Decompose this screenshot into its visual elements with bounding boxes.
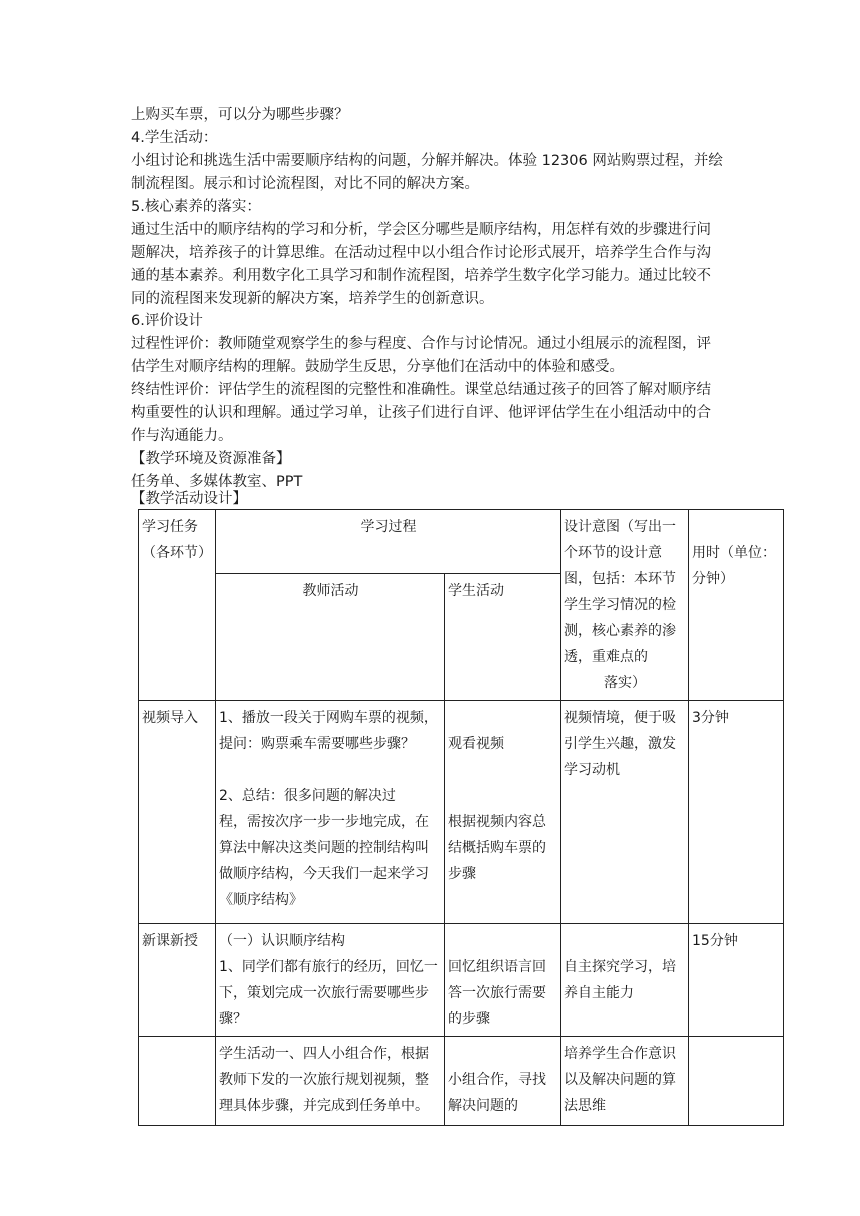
header-teacher: 教师活动 [216, 574, 445, 701]
table-row [139, 701, 784, 924]
header-row [139, 510, 784, 574]
row2-task: 新课新授 [139, 924, 216, 1037]
row1-intent: 视频情境，便于吸引学生兴趣，激发学习动机 [561, 701, 689, 924]
row1-teacher-2b: 程，需按次序一步一步地完成，在算法中解决这类问题的控制结构叫做顺序结构，今天我们一起来学习《顺序结构》 [219, 814, 429, 908]
table-row [139, 924, 784, 1037]
section-6-text-5: 作与沟通能力。 [131, 428, 233, 444]
row1-task: 视频导入 [139, 701, 216, 924]
env-text: 任务单、多媒体教室、PPT [131, 474, 303, 490]
row2-intent: 自主探究学习，培养自主能力 [564, 959, 676, 1001]
section-6-text-4: 构重要性的认识和理解。通过学习单，让孩子们进行自评、他评评估学生在小组活动中的合 [131, 405, 711, 421]
row2-time: 15分钟 [689, 924, 784, 1037]
row2-teacher-cell [216, 924, 445, 1037]
section-6-text-2: 估学生对顺序结构的理解。鼓励学生反思，分享他们在活动中的体验和感受。 [131, 359, 624, 375]
env-heading: 【教学环境及资源准备】 [131, 451, 291, 467]
header-task-cell [139, 510, 216, 701]
section-5-heading: 5.核心素养的落实： [131, 199, 261, 215]
table-row [139, 1037, 784, 1126]
header-intent-cell [561, 510, 689, 701]
section-4-text-2: 制流程图。展示和讨论流程图，对比不同的解决方案。 [131, 176, 479, 192]
section-4-heading: 4.学生活动： [131, 130, 218, 146]
activity-design-table [138, 509, 784, 1126]
header-time: 用时（单位：分钟） [692, 545, 776, 587]
section-6-text-3: 终结性评价：评估学生的流程图的完整性和准确性。课堂总结通过孩子的回答了解对顺序结 [131, 382, 711, 398]
header-intent-text: 设计意图（写出一个环节的设计意图，包括：本环节学生学习情况的检测，核心素养的渗透，重难点的 [564, 519, 676, 665]
row1-student-2: 根据视频内容总结概括购车票的步骤 [448, 814, 546, 882]
row1-time: 3分钟 [689, 701, 784, 924]
row2-intent-cell [561, 924, 689, 1037]
row1-student-1: 观看视频 [448, 736, 504, 752]
design-heading: 【教学活动设计】 [131, 491, 247, 507]
section-6-text-1: 过程性评价：教师随堂观察学生的参与程度、合作与讨论情况。通过小组展示的流程图，评 [131, 336, 711, 352]
row3-task [139, 1037, 216, 1126]
header-process: 学习过程 [216, 510, 561, 574]
header-task-line-1: 学习任务 [142, 519, 198, 535]
header-student: 学生活动 [445, 574, 561, 701]
row2-teacher-2: 1、同学们都有旅行的经历，回忆一下，策划完成一次旅行需要哪些步骤？ [219, 959, 438, 1027]
row3-intent: 培养学生合作意识以及解决问题的算法思维 [561, 1037, 689, 1126]
section-5-text-4: 同的流程图来发现新的解决方案，培养学生的创新意识。 [131, 291, 494, 307]
header-intent-end: 落实） [604, 675, 646, 691]
row3-teacher: 学生活动一、四人小组合作，根据教师下发的一次旅行规划视频，整理具体步骤，并完成到任务单中。 [216, 1037, 445, 1126]
section-6-heading: 6.评价设计 [131, 313, 203, 329]
row1-teacher-2a: 2、总结：很多问题的解决过 [219, 788, 396, 804]
section-4-text-1: 小组讨论和挑选生活中需要顺序结构的问题，分解并解决。体验 12306 网站购票过程，并绘 [131, 153, 723, 169]
row1-student-cell [445, 701, 561, 924]
row2-teacher-1: （一）认识顺序结构 [219, 933, 345, 949]
section-5-text-2: 题解决，培养孩子的计算思维。在活动过程中以小组合作讨论形式展开，培养学生合作与沟 [131, 245, 711, 261]
row3-time [689, 1037, 784, 1126]
row1-teacher-1: 1、播放一段关于网购车票的视频，提问：购票乘车需要哪些步骤？ [219, 710, 438, 752]
row3-student: 小组合作，寻找解决问题的 [448, 1072, 546, 1114]
header-time-cell [689, 510, 784, 701]
row3-student-cell [445, 1037, 561, 1126]
header-task-line-2: （各环节） [142, 545, 212, 561]
section-5-text-3: 通的基本素养。利用数字化工具学习和制作流程图，培养学生数字化学习能力。通过比较不 [131, 268, 711, 284]
row1-teacher-cell [216, 701, 445, 924]
section-5-text-1: 通过生活中的顺序结构的学习和分析，学会区分哪些是顺序结构，用怎样有效的步骤进行问 [131, 222, 711, 238]
intro-line: 上购买车票，可以分为哪些步骤？ [131, 107, 349, 123]
row2-student: 回忆组织语言回答一次旅行需要的步骤 [448, 959, 546, 1027]
row2-student-cell [445, 924, 561, 1037]
